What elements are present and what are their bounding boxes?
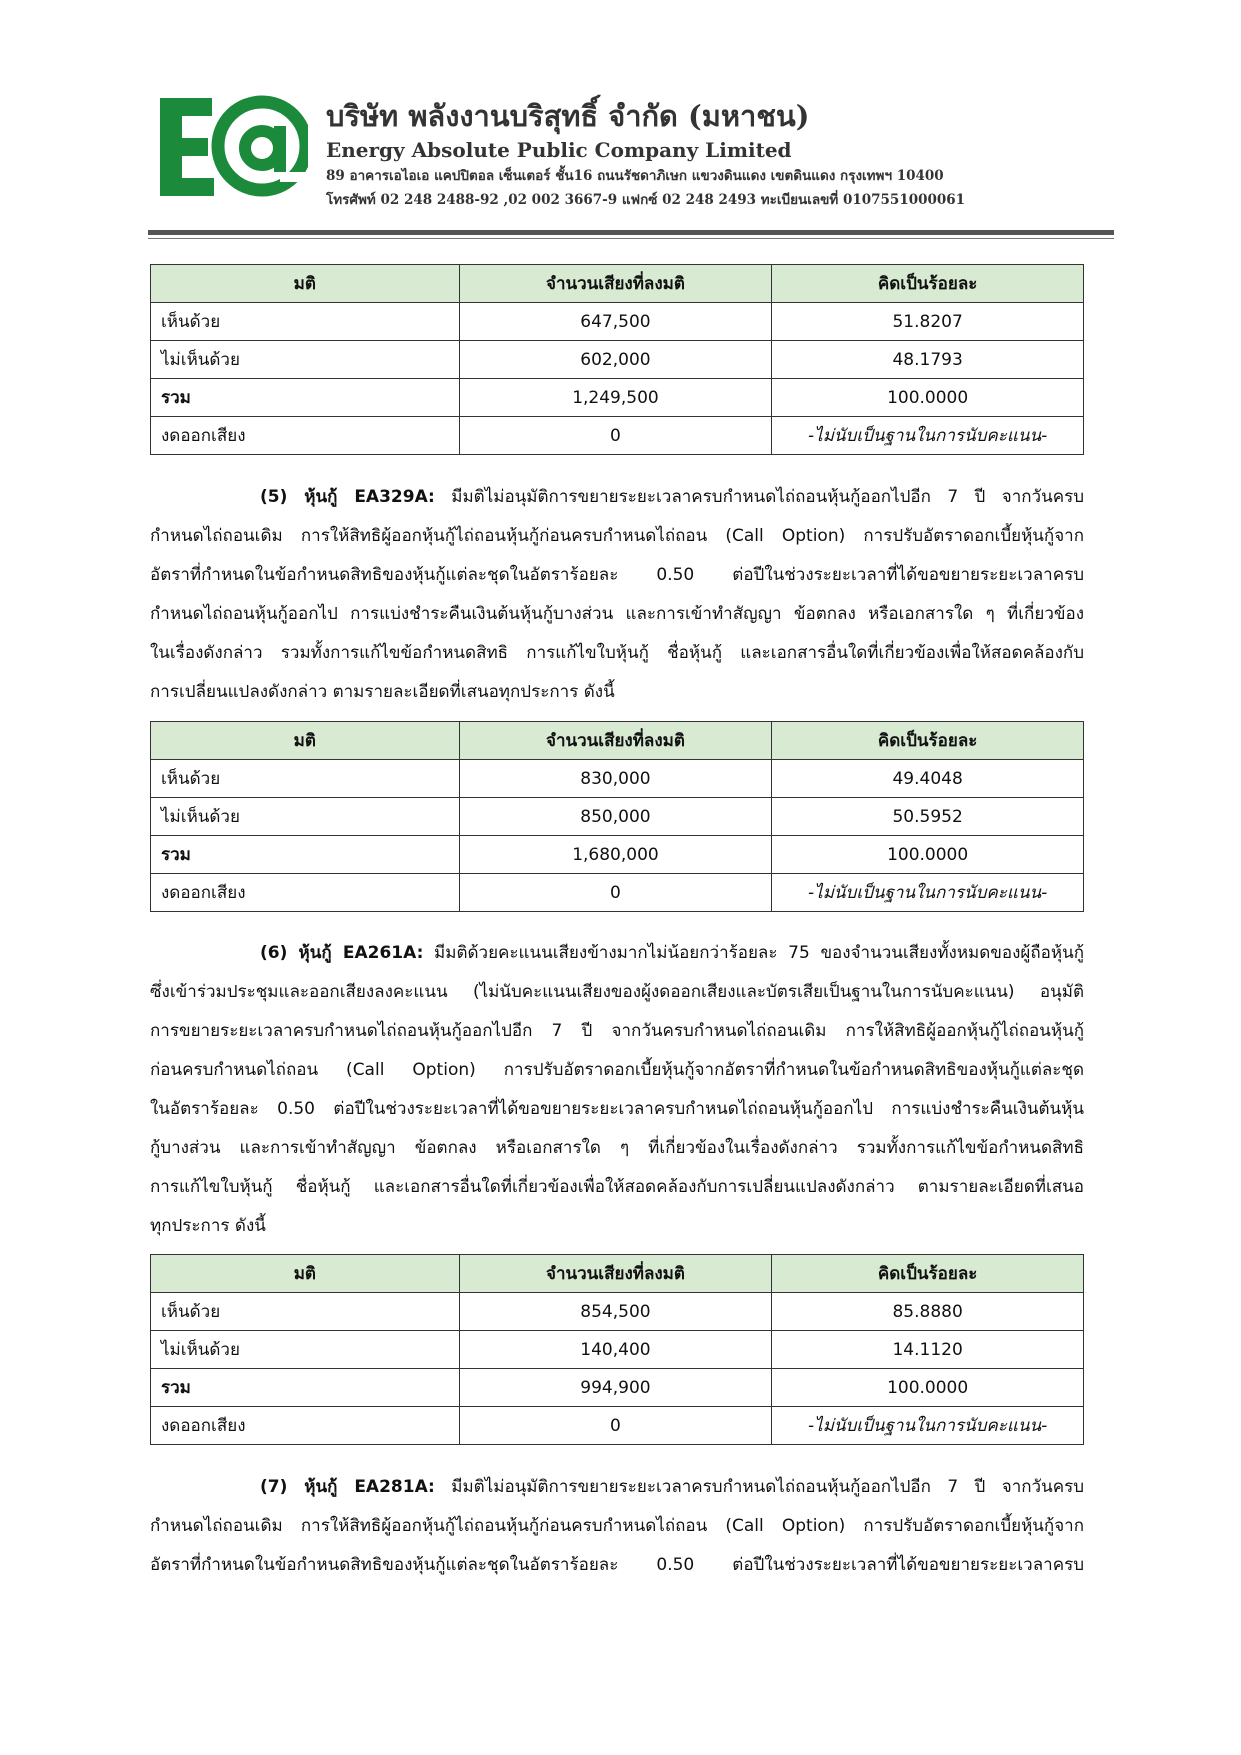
cell-resolution: ไม่เห็นด้วย: [151, 341, 460, 379]
paragraph-line: การขยายระยะเวลาครบกำหนดไถ่ถอนหุ้นกู้ออกไปอีก 7 ปี จากวันครบกำหนดไถ่ถอนเดิม การให้สิทธิผู้ออกหุ้นกู้ไถ่ถอนหุ้นกู้: [150, 1021, 1084, 1041]
paragraph-line: การแก้ไขใบหุ้นกู้ ชื่อหุ้นกู้ และเอกสารอื่นใดที่เกี่ยวข้องเพื่อให้สอดคล้องกับการเปลี่ยนแปลงดังกล่าว ตามรายละเอียดที่เสนอ: [150, 1177, 1084, 1197]
paragraph-line: อัตราที่กำหนดในข้อกำหนดสิทธิของหุ้นกู้แต่ละชุดในอัตราร้อยละ 0.50 ต่อปีในช่วงระยะเวลาที่ได้ขอขยายระยะเวลาครบ: [150, 1555, 1084, 1575]
paragraph-line: ในอัตราร้อยละ 0.50 ต่อปีในช่วงระยะเวลาที่ได้ขอขยายระยะเวลาครบกำหนดไถ่ถอนหุ้นกู้ออกไป การแบ่งชำระคืนเงินต้นหุ้น: [150, 1099, 1084, 1119]
cell-percent: 48.1793: [772, 341, 1084, 379]
cell-percent: 100.0000: [772, 836, 1084, 874]
company-header: [326, 96, 1126, 212]
table-row: [151, 417, 1084, 455]
cell-votes: 0: [459, 874, 772, 912]
company-name-english: Energy Absolute Public Company Limited: [326, 138, 792, 162]
paragraph-text: มีมติไม่อนุมัติการขยายระยะเวลาครบกำหนดไถ่ถอนหุ้นกู้ออกไปอีก 7 ปี จากวันครบ: [434, 1477, 1084, 1497]
paragraph-line: ในเรื่องดังกล่าว รวมทั้งการแก้ไขข้อกำหนดสิทธิ การแก้ไขใบหุ้นกู้ ชื่อหุ้นกู้ และเอกสารอื่นใดที่เกี่ยวข้องเพื่อให้สอดคล้องกับ: [150, 643, 1084, 663]
col-header-percent: คิดเป็นร้อยละ: [772, 265, 1084, 303]
cell-resolution: งดออกเสียง: [151, 417, 460, 455]
col-header-percent: คิดเป็นร้อยละ: [772, 1255, 1084, 1293]
table-header-row: [151, 722, 1084, 760]
cell-votes: 647,500: [459, 303, 772, 341]
table-row: [151, 760, 1084, 798]
col-header-votes: จำนวนเสียงที่ลงมติ: [459, 265, 772, 303]
paragraph-heading: (7) หุ้นกู้ EA281A:: [260, 1477, 435, 1497]
cell-votes: 1,249,500: [459, 379, 772, 417]
cell-percent: -ไม่นับเป็นฐานในการนับคะแนน-: [772, 1407, 1084, 1445]
paragraph-line: อัตราที่กำหนดในข้อกำหนดสิทธิของหุ้นกู้แต่ละชุดในอัตราร้อยละ 0.50 ต่อปีในช่วงระยะเวลาที่ได้ขอขยายระยะเวลาครบ: [150, 565, 1084, 585]
cell-resolution: งดออกเสียง: [151, 874, 460, 912]
paragraph-line: [150, 934, 1084, 973]
paragraph-7: [150, 1468, 1084, 1585]
cell-votes: 850,000: [459, 798, 772, 836]
paragraph-line: กำหนดไถ่ถอนเดิม การให้สิทธิผู้ออกหุ้นกู้ไถ่ถอนหุ้นกู้ก่อนครบกำหนดไถ่ถอน (Call Option) การปรับอัตราดอกเบี้ยหุ้นกู้จาก: [150, 1516, 1084, 1536]
cell-resolution: ไม่เห็นด้วย: [151, 1331, 460, 1369]
cell-percent: 14.1120: [772, 1331, 1084, 1369]
paragraph-5: [150, 478, 1084, 712]
paragraph-line: [150, 478, 1084, 517]
table-row: [151, 1331, 1084, 1369]
paragraph-line: กู้บางส่วน และการเข้าทำสัญญา ข้อตกลง หรือเอกสารใด ๆ ที่เกี่ยวข้องในเรื่องดังกล่าว รวมทั้งการแก้ไขข้อกำหนดสิทธิ: [150, 1138, 1084, 1158]
paragraph-line: ก่อนครบกำหนดไถ่ถอน (Call Option) การปรับอัตราดอกเบี้ยหุ้นกู้จากอัตราที่กำหนดในข้อกำหนดสิทธิของหุ้นกู้แต่ละชุด: [150, 1060, 1084, 1080]
ea-logo-icon: [160, 94, 308, 204]
table-row: [151, 1407, 1084, 1445]
cell-votes: 854,500: [459, 1293, 772, 1331]
paragraph-heading: (6) หุ้นกู้ EA261A:: [260, 943, 424, 963]
col-header-votes: จำนวนเสียงที่ลงมติ: [459, 1255, 772, 1293]
cell-resolution: รวม: [151, 836, 460, 874]
table-row: [151, 874, 1084, 912]
table-row: [151, 341, 1084, 379]
vote-table-3: [150, 1254, 1084, 1445]
cell-resolution: เห็นด้วย: [151, 760, 460, 798]
table-row: [151, 303, 1084, 341]
company-address: 89 อาคารเอไอเอ แคปปิตอล เซ็นเตอร์ ชั้น16 ถนนรัชดาภิเษก แขวงดินแดง เขตดินแดง กรุงเทพฯ 10400: [326, 168, 944, 184]
cell-votes: 140,400: [459, 1331, 772, 1369]
cell-percent: 50.5952: [772, 798, 1084, 836]
cell-percent: 100.0000: [772, 379, 1084, 417]
table-row-total: [151, 379, 1084, 417]
cell-resolution: เห็นด้วย: [151, 303, 460, 341]
cell-votes: 830,000: [459, 760, 772, 798]
cell-votes: 1,680,000: [459, 836, 772, 874]
company-name-thai: บริษัท พลังงานบริสุทธิ์ จำกัด (มหาชน): [326, 99, 810, 133]
col-header-resolution: มติ: [151, 1255, 460, 1293]
cell-percent: 100.0000: [772, 1369, 1084, 1407]
paragraph-line: กำหนดไถ่ถอนหุ้นกู้ออกไป การแบ่งชำระคืนเงินต้นหุ้นกู้บางส่วน และการเข้าทำสัญญา ข้อตกลง หรือเอกสารใด ๆ ที่เกี่ยวข้อง: [150, 604, 1084, 624]
paragraph-heading: (5) หุ้นกู้ EA329A:: [260, 487, 435, 507]
company-contact: โทรศัพท์ 02 248 2488-92 ,02 002 3667-9 แฟกซ์ 02 248 2493 ทะเบียนเลขที่ 0107551000061: [326, 192, 966, 208]
col-header-votes: จำนวนเสียงที่ลงมติ: [459, 722, 772, 760]
cell-percent: 85.8880: [772, 1293, 1084, 1331]
paragraph-text: มีมติไม่อนุมัติการขยายระยะเวลาครบกำหนดไถ่ถอนหุ้นกู้ออกไปอีก 7 ปี จากวันครบ: [434, 487, 1084, 507]
cell-votes: 0: [459, 417, 772, 455]
cell-resolution: เห็นด้วย: [151, 1293, 460, 1331]
table-row-total: [151, 1369, 1084, 1407]
table-row: [151, 1293, 1084, 1331]
cell-votes: 602,000: [459, 341, 772, 379]
cell-votes: 0: [459, 1407, 772, 1445]
table-row-total: [151, 836, 1084, 874]
cell-resolution: ไม่เห็นด้วย: [151, 798, 460, 836]
paragraph-line: การเปลี่ยนแปลงดังกล่าว ตามรายละเอียดที่เสนอทุกประการ ดังนี้: [150, 682, 615, 702]
cell-resolution: รวม: [151, 379, 460, 417]
cell-resolution: รวม: [151, 1369, 460, 1407]
paragraph-6: [150, 934, 1084, 1246]
cell-resolution: งดออกเสียง: [151, 1407, 460, 1445]
cell-percent: 51.8207: [772, 303, 1084, 341]
cell-votes: 994,900: [459, 1369, 772, 1407]
cell-percent: 49.4048: [772, 760, 1084, 798]
paragraph-line: กำหนดไถ่ถอนเดิม การให้สิทธิผู้ออกหุ้นกู้ไถ่ถอนหุ้นกู้ก่อนครบกำหนดไถ่ถอน (Call Option) การปรับอัตราดอกเบี้ยหุ้นกู้จาก: [150, 526, 1084, 546]
col-header-resolution: มติ: [151, 265, 460, 303]
paragraph-line: ทุกประการ ดังนี้: [150, 1216, 266, 1236]
table-header-row: [151, 1255, 1084, 1293]
table-header-row: [151, 265, 1084, 303]
table-row: [151, 798, 1084, 836]
header-divider-thin: [148, 238, 1114, 239]
col-header-percent: คิดเป็นร้อยละ: [772, 722, 1084, 760]
cell-percent: -ไม่นับเป็นฐานในการนับคะแนน-: [772, 417, 1084, 455]
company-logo: [160, 94, 308, 204]
paragraph-line: ซึ่งเข้าร่วมประชุมและออกเสียงลงคะแนน (ไม่นับคะแนนเสียงของผู้งดออกเสียงและบัตรเสียเป็นฐานในการนับคะแนน) อนุมัติ: [150, 982, 1084, 1002]
vote-table-1: [150, 264, 1084, 455]
cell-percent: -ไม่นับเป็นฐานในการนับคะแนน-: [772, 874, 1084, 912]
paragraph-line: [150, 1468, 1084, 1507]
col-header-resolution: มติ: [151, 722, 460, 760]
paragraph-text: มีมติด้วยคะแนนเสียงข้างมากไม่น้อยกว่าร้อยละ 75 ของจำนวนเสียงทั้งหมดของผู้ถือหุ้นกู้: [423, 943, 1084, 963]
header-divider-thick: [148, 230, 1114, 235]
vote-table-2: [150, 721, 1084, 912]
